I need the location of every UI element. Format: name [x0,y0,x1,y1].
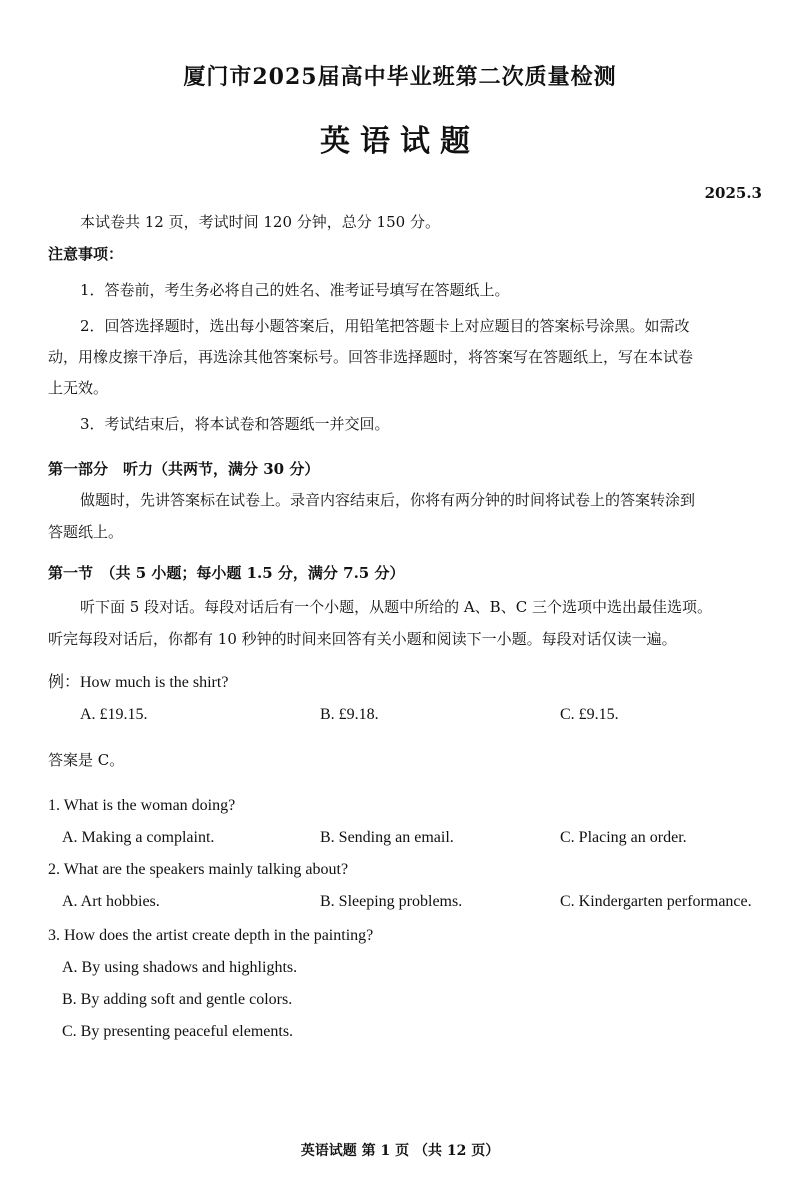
notice-item-2-line-3: 上无效。 [48,379,109,397]
section1-desc-line-2: 听完每段对话后，你都有 10 秒钟的时间来回答有关小题和阅读下一小题。每段对话仅读一遍。 [48,630,677,648]
question-3-option-a: A. By using shadows and highlights. [62,959,298,976]
example-answer: 答案是 C。 [48,751,125,769]
exam-title: 厦门市2025届高中毕业班第二次质量检测 [183,64,617,90]
example-question: 例：How much is the shirt? [48,674,229,691]
example-option-c: C. £9.15. [560,706,619,723]
section1-desc-line-1: 听下面 5 段对话。每段对话后有一个小题，从题中所给的 A、B、C 三个选项中选出最佳选项。 [80,598,712,616]
section1-heading: 第一节 （共 5 小题；每小题 1.5 分，满分 7.5 分） [48,564,405,582]
question-1: 1. What is the woman doing? [48,797,236,814]
part1-heading: 第一部分 听力（共两节，满分 30 分） [48,460,320,478]
question-3: 3. How does the artist create depth in the painting? [48,927,374,944]
example-option-b: B. £9.18. [320,706,379,723]
part1-desc-line-2: 答题纸上。 [48,523,124,541]
notice-item-2-line-1: 2．回答选择题时，选出每小题答案后，用铅笔把答题卡上对应题目的答案标号涂黑。如需改 [80,317,690,335]
page-footer: 英语试题 第 1 页 （共 12 页） [300,1143,500,1159]
question-1-option-c: C. Placing an order. [560,829,687,846]
notice-item-3: 3．考试结束后，将本试卷和答题纸一并交回。 [80,415,390,433]
question-2-option-b: B. Sleeping problems. [320,893,463,910]
question-2-option-a: A. Art hobbies. [62,893,160,910]
example-option-a: A. £19.15. [80,706,148,723]
intro-text: 本试卷共 12 页，考试时间 120 分钟，总分 150 分。 [80,213,440,231]
exam-date: 2025.3 [704,184,762,202]
question-1-option-a: A. Making a complaint. [62,829,215,846]
question-2-option-c: C. Kindergarten performance. [560,893,752,910]
part1-desc-line-1: 做题时，先讲答案标在试卷上。录音内容结束后，你将有两分钟的时间将试卷上的答案转涂到 [80,491,696,509]
notice-heading: 注意事项： [48,245,124,263]
notice-item-1: 1．答卷前，考生务必将自己的姓名、准考证号填写在答题纸上。 [80,281,510,299]
question-3-option-b: B. By adding soft and gentle colors. [62,991,293,1008]
notice-item-2-line-2: 动，用橡皮擦干净后，再选涂其他答案标号。回答非选择题时，将答案写在答题纸上，写在本试卷 [48,348,694,366]
question-1-option-b: B. Sending an email. [320,829,454,846]
question-2: 2. What are the speakers mainly talking about? [48,861,349,878]
question-3-option-c: C. By presenting peaceful elements. [62,1023,294,1040]
subject-title: 英语试题 [320,124,480,159]
